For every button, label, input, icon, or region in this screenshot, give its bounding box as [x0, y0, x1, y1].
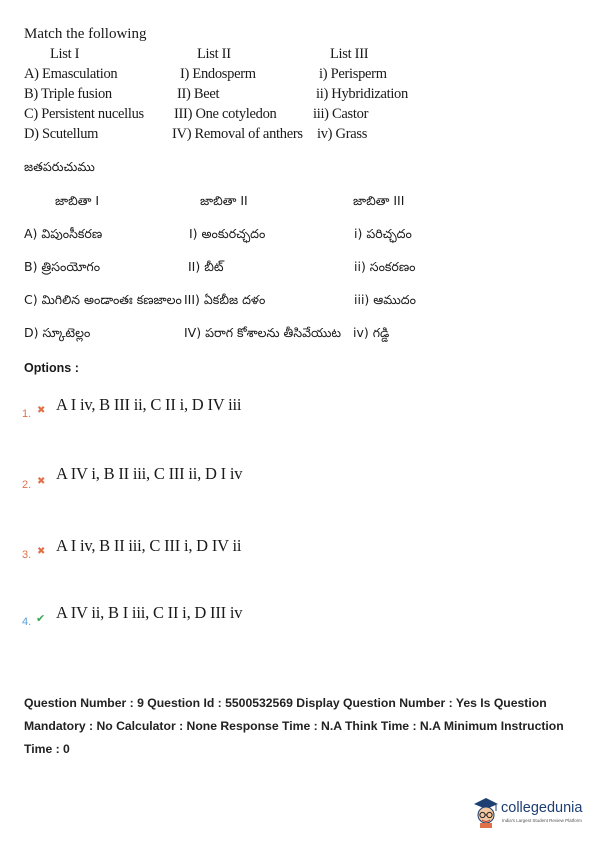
metadata-line-1: Question Number : 9 Question Id : 5500532569 Display Question Number : Yes Is Question [24, 696, 547, 710]
option-3-number: 3. [22, 549, 32, 561]
list-header-3: List III [330, 46, 369, 62]
list1-item-c: C) Persistent nucellus [24, 106, 144, 122]
list3-item-4: iv) Grass [317, 126, 368, 142]
telugu-list3-item-1: i) పరిచ్ఛదం [354, 226, 412, 241]
option-4-correct-icon: ✔ [36, 612, 46, 625]
telugu-list2-item-1: I) అంకురచ్ఛదం [189, 226, 266, 241]
telugu-list1-item-a: A) విపుంసీకరణ [24, 226, 103, 241]
list-header-1: List I [50, 46, 80, 62]
metadata-line-3: Time : 0 [24, 742, 70, 756]
telugu-list-header-2: జాబితా II [200, 193, 248, 208]
list3-item-1: i) Perisperm [319, 66, 387, 82]
telugu-list1-item-d: D) స్కూటెల్లం [24, 325, 91, 340]
list2-item-3: III) One cotyledon [174, 106, 277, 122]
metadata-line-2: Mandatory : No Calculator : None Response Time : N.A Think Time : N.A Minimum Instruction [24, 719, 564, 733]
telugu-list2-item-3: III) ఏకబీజ దళం [184, 292, 266, 307]
option-3-wrong-icon: ✖ [37, 546, 46, 557]
list2-item-4: IV) Removal of anthers [172, 126, 303, 142]
telugu-list2-item-2: II) బీట్ [188, 259, 224, 274]
list-header-2: List II [197, 46, 231, 62]
question-heading-telugu: జతపరుచుము [24, 159, 95, 174]
telugu-list3-item-2: ii) సంకరణం [354, 259, 416, 274]
telugu-list-header-1: జాబితా I [55, 193, 100, 208]
telugu-list-header-3: జాబితా III [353, 193, 405, 208]
list2-item-1: I) Endosperm [180, 66, 256, 82]
list1-item-b: B) Triple fusion [24, 86, 112, 102]
telugu-list3-item-3: iii) ఆముదం [354, 292, 416, 307]
option-1-text[interactable]: A I iv, B III ii, C II i, D IV iii [56, 395, 242, 414]
mascot-icon [470, 796, 500, 828]
question-heading: Match the following [24, 26, 147, 42]
question-metadata [24, 692, 564, 761]
collegedunia-logo [470, 796, 590, 828]
option-3-text[interactable]: A I iv, B II iii, C III i, D IV ii [56, 536, 242, 555]
telugu-list2-item-4: IV) పరాగ కోశాలను తీసివేయుట [184, 325, 342, 340]
logo-wordmark: collegedunia [501, 800, 583, 816]
option-1-number: 1. [22, 408, 32, 420]
logo-tagline: India's Largest Student Review Platform [502, 818, 582, 823]
list3-item-2: ii) Hybridization [316, 86, 408, 102]
telugu-list1-item-c: C) మిగిలిన అండాంతః కణజాలం [24, 292, 182, 307]
option-1-wrong-icon: ✖ [37, 405, 46, 416]
telugu-list1-item-b: B) త్రిసంయోగం [24, 259, 101, 274]
option-4-text[interactable]: A IV ii, B I iii, C II i, D III iv [56, 603, 243, 622]
telugu-list3-item-4: iv) గడ్డి [353, 325, 390, 340]
list3-item-3: iii) Castor [313, 106, 369, 122]
option-2-text[interactable]: A IV i, B II iii, C III ii, D I iv [56, 464, 243, 483]
option-2-wrong-icon: ✖ [37, 476, 46, 487]
option-2-number: 2. [22, 479, 32, 491]
option-4-number: 4. [22, 616, 32, 628]
list1-item-a: A) Emasculation [24, 66, 118, 82]
list1-item-d: D) Scutellum [24, 126, 99, 142]
list2-item-2: II) Beet [177, 86, 220, 102]
options-label: Options : [24, 361, 79, 375]
